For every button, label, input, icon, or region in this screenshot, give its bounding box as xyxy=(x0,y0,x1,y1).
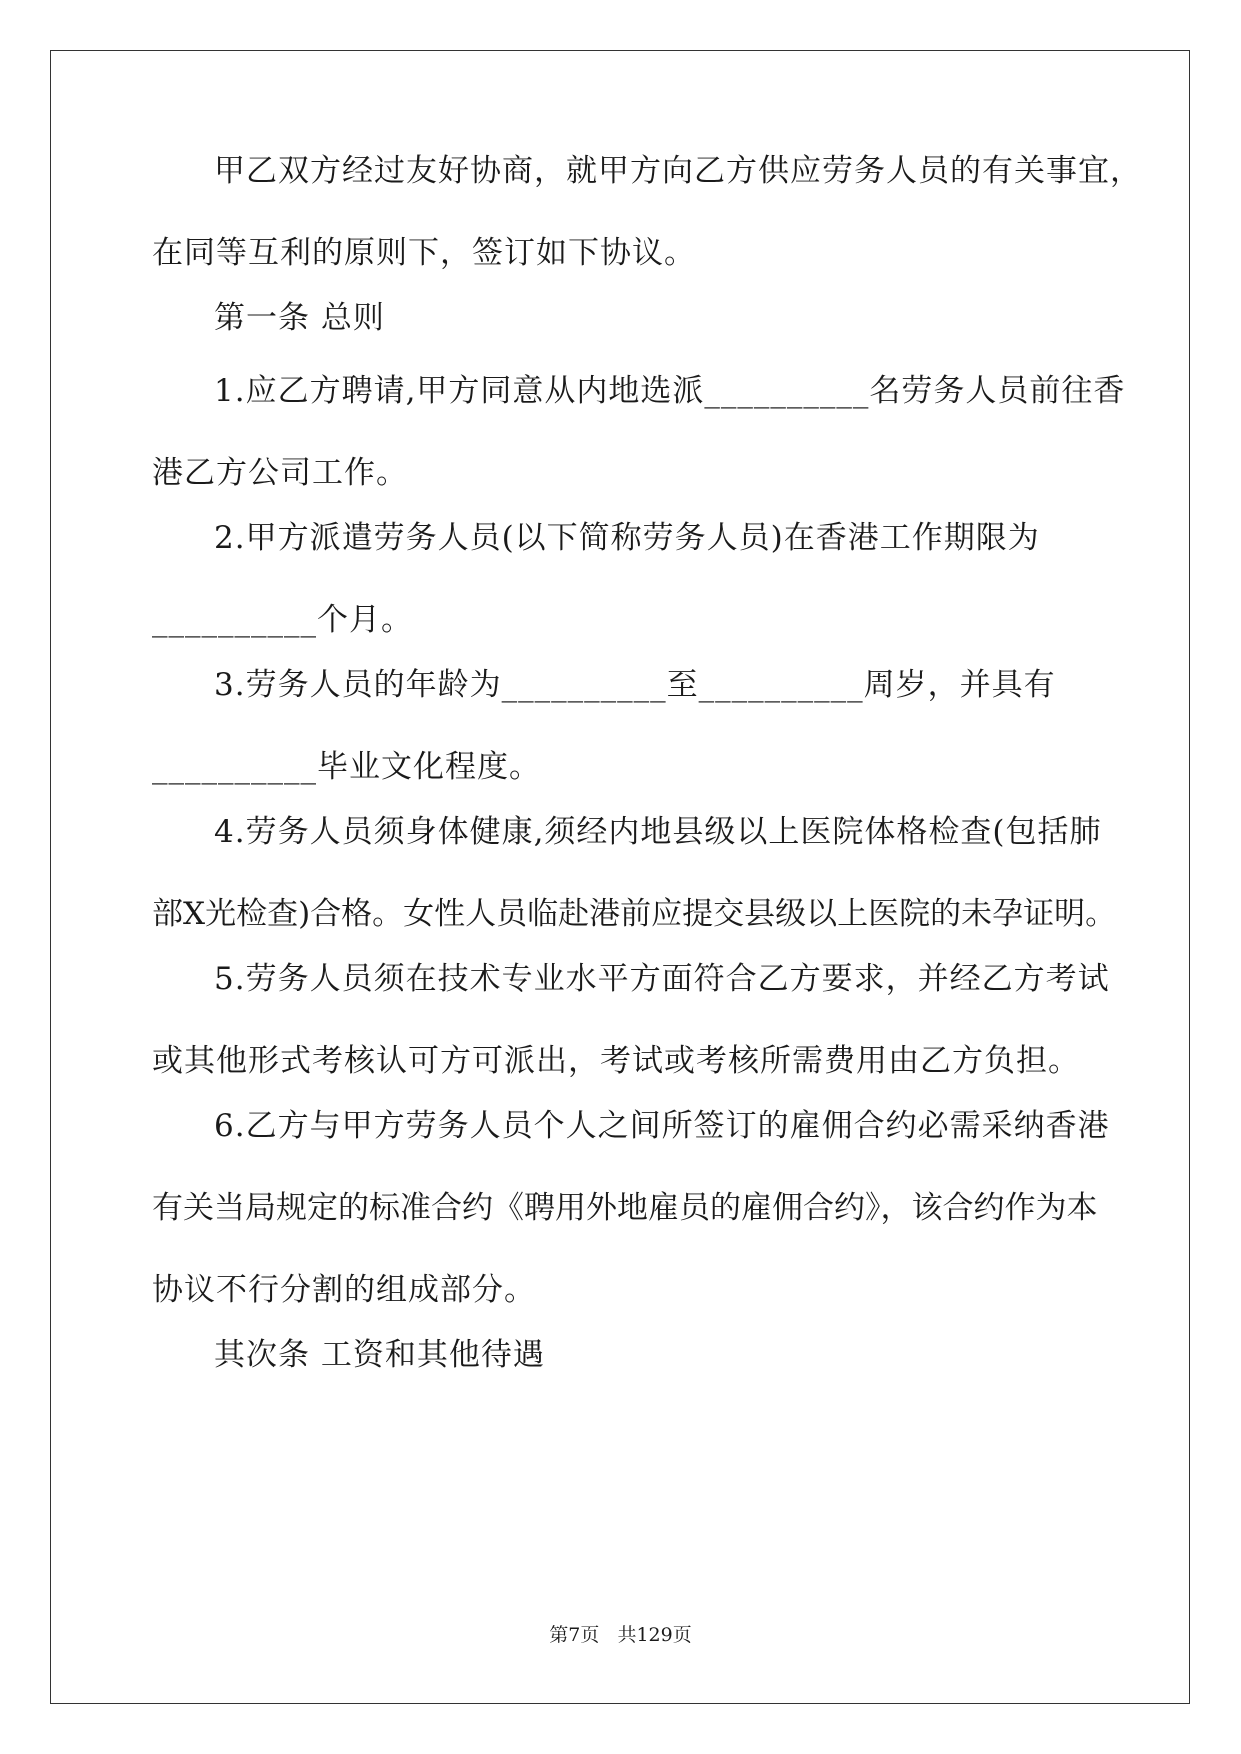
text-line: __________毕业文化程度。 xyxy=(152,749,541,785)
clause-4 xyxy=(152,791,1117,955)
paragraph-intro xyxy=(152,130,1142,294)
text-line: 或其他形式考核认可方可派出，考试或考核所需费用由乙方负担。 xyxy=(152,1043,1080,1079)
text-line: 港乙方公司工作。 xyxy=(152,455,408,491)
text-line: 1.应乙方聘请,甲方同意从内地选派__________名劳务人员前往香 xyxy=(214,373,1126,409)
text-line: 4.劳务人员须身体健康,须经内地县级以上医院体格检查(包括肺 xyxy=(214,814,1102,850)
text-line: 在同等互利的原则下，签订如下协议。 xyxy=(152,235,696,271)
clause-5 xyxy=(152,938,1110,1102)
text-line: 6.乙方与甲方劳务人员个人之间所签订的雇佣合约必需采纳香港 xyxy=(214,1108,1110,1144)
text-line: 5.劳务人员须在技术专业水平方面符合乙方要求，并经乙方考试 xyxy=(214,961,1110,997)
article-heading-2 xyxy=(152,1314,1090,1396)
text-line: 甲乙双方经过友好协商，就甲方向乙方供应劳务人员的有关事宜， xyxy=(214,153,1142,189)
clause-6 xyxy=(152,1085,1110,1331)
clause-3 xyxy=(152,644,1090,808)
text-line: 协议不行分割的组成部分。 xyxy=(152,1272,536,1308)
clause-1 xyxy=(152,350,1126,514)
page-number: 第7页 xyxy=(549,1624,600,1646)
heading-text: 第一条 总则 xyxy=(214,300,385,336)
text-line: 部X光检查)合格。女性人员临赴港前应提交县级以上医院的未孕证明。 xyxy=(152,896,1117,932)
text-line: 3.劳务人员的年龄为__________至__________周岁，并具有 xyxy=(214,667,1056,703)
text-line: 2.甲方派遣劳务人员(以下简称劳务人员)在香港工作期限为 xyxy=(214,520,1040,556)
clause-2 xyxy=(152,497,1090,661)
heading-text: 其次条 工资和其他待遇 xyxy=(214,1337,545,1373)
text-line: 有关当局规定的标准合约《聘用外地雇员的雇佣合约》，该合约作为本 xyxy=(152,1190,1098,1226)
page-total: 共129页 xyxy=(617,1624,692,1646)
page-footer xyxy=(0,1620,1241,1647)
article-heading-1 xyxy=(152,277,1090,359)
text-line: __________个月。 xyxy=(152,602,413,638)
